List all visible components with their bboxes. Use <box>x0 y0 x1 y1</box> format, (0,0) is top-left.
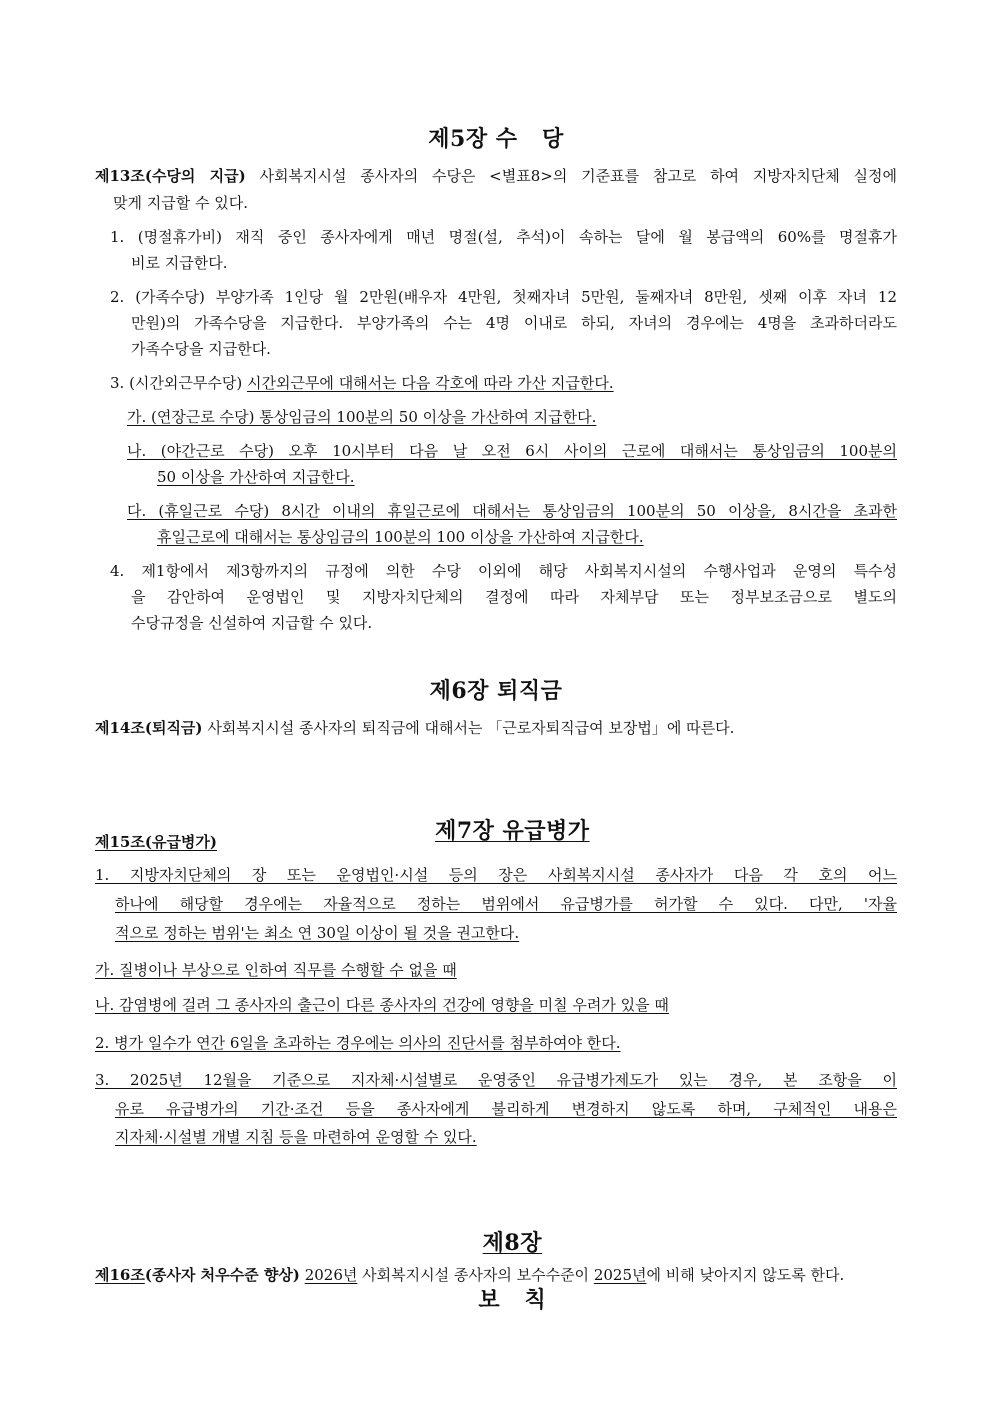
article-16-line <box>95 1265 844 1285</box>
art13-item-3-na-line-1: 나. (야간근로 수당) 오후 10시부터 다음 날 오전 6시 사이의 근로에 대해서는 통상임금의 100분의 <box>127 442 897 460</box>
art13-item-3-da-line-1: 다. (휴일근로 수당) 8시간 이내의 휴일근로에 대해서는 통상임금의 100분의 50 이상을, 8시간을 초과한 <box>127 502 897 520</box>
chapter-6-title: 제6장 퇴직금 <box>429 678 563 704</box>
article-14-line <box>95 718 734 738</box>
art13-item-3-line <box>110 373 614 393</box>
article-14-heading: 제14조(퇴직금) <box>95 719 203 737</box>
art13-item-4-line-1: 4. 제1항에서 제3항까지의 규정에 의한 수당 이외에 해당 사회복지시설의 수행사업과 운영의 특수성 <box>110 562 897 580</box>
article-16-year-2: 2025년 <box>593 1266 647 1284</box>
chapter-7-title-wrap <box>0 788 992 871</box>
article-16-year-1: 2026년 <box>304 1266 358 1284</box>
art15-item-3-line-1: 3. 2025년 12월을 기준으로 지자체·시설별로 운영중인 유급병가제도가 있는 경우, 본 조항을 이 <box>95 1071 897 1089</box>
chapter-8-title-name: 보 칙 <box>478 1287 547 1313</box>
article-16-text-mid: 사회복지시설 종사자의 보수수준이 <box>362 1266 590 1284</box>
chapter-5-title: 제5장 수 당 <box>428 126 564 152</box>
chapter-8-title-number: 제8장 <box>482 1230 542 1256</box>
article-16-text-end: 에 비해 낮아지지 않도록 한다. <box>646 1266 845 1284</box>
article-13-text-1: 사회복지시설 종사자의 수당은 <별표8>의 기준표를 참고로 하여 지방자치단체 실정에 <box>259 167 897 185</box>
chapter-7-title: 제7장 유급병가 <box>435 818 590 844</box>
article-16-heading-title: (종사자 처우수준 향상) <box>144 1266 300 1284</box>
art13-item-3-da-line-2: 휴일근로에 대해서는 통상임금의 100분의 100 이상을 가산하여 지급한다. <box>157 528 644 546</box>
art15-item-1-line-1: 1. 지방자치단체의 장 또는 운영법인·시설 등의 장은 사회복지시설 종사자가 다음 각 호의 어느 <box>95 866 897 884</box>
art13-item-1-line-1: 1. (명절휴가비) 재직 중인 종사자에게 매년 명절(설, 추석)이 속하는 달에 월 봉급액의 60%를 명절휴가 <box>110 228 897 246</box>
article-13-line-1 <box>95 166 897 186</box>
art13-item-2-line-1: 2. (가족수당) 부양가족 1인당 월 2만원(배우자 4만원, 첫째자녀 5만원, 둘째자녀 8만원, 셋째 이후 자녀 12 <box>110 288 897 306</box>
art13-item-4-line-2: 을 감안하여 운영법인 및 지방자치단체의 결정에 따라 자체부담 또는 정부보조금으로 별도의 <box>131 588 897 606</box>
art15-item-3-line-2: 유로 유급병가의 기간·조건 등을 종사자에게 불리하게 변경하지 않도록 하며, 구체적인 내용은 <box>115 1100 897 1118</box>
art15-item-3-line-3: 지자체·시설별 개별 지침 등을 마련하여 운영할 수 있다. <box>115 1128 477 1146</box>
art13-item-4-line-3: 수당규정을 신설하여 지급할 수 있다. <box>131 614 373 632</box>
art13-item-3-na-line-2: 50 이상을 가산하여 지급한다. <box>157 468 355 486</box>
art13-item-3-ga: 가. (연장근로 수당) 통상임금의 100분의 50 이상을 가산하여 지급한다. <box>127 408 597 426</box>
art13-item-2-line-2: 만원)의 가족수당을 지급한다. 부양가족의 수는 4명 이내로 하되, 자녀의 경우에는 4명을 초과하더라도 <box>131 314 897 332</box>
article-15-heading: 제15조(유급병가) <box>95 833 218 851</box>
article-14-text: 사회복지시설 종사자의 퇴직금에 대해서는 「근로자퇴직급여 보장법」에 따른다. <box>207 719 735 737</box>
art15-item-1-ga: 가. 질병이나 부상으로 인하여 직무를 수행할 수 없을 때 <box>95 961 457 979</box>
art13-item-1-line-2: 비로 지급한다. <box>131 254 228 272</box>
art13-item-3-prefix: 3. (시간외근무수당) <box>110 374 247 392</box>
art15-item-2: 2. 병가 일수가 연간 6일을 초과하는 경우에는 의사의 진단서를 첨부하여야 한다. <box>95 1034 621 1052</box>
art15-item-1-na: 나. 감염병에 걸려 그 종사자의 출근이 다른 종사자의 건강에 영향을 미칠 우려가 있을 때 <box>95 996 669 1014</box>
article-13-heading: 제13조(수당의 지급) <box>95 167 246 185</box>
art13-item-3-text: 시간외근무에 대해서는 다음 각호에 따라 가산 지급한다. <box>246 374 614 392</box>
art13-item-2-line-3: 가족수당을 지급한다. <box>131 340 271 358</box>
art15-item-1-line-2: 하나에 해당할 경우에는 자율적으로 정하는 범위에서 유급병가를 허가할 수 있다. 다만, '자율 <box>115 895 897 913</box>
art15-item-1-line-3: 적으로 정하는 범위'는 최소 연 30일 이상이 될 것을 권고한다. <box>115 924 520 942</box>
article-13-line-2: 맞게 지급할 수 있다. <box>113 194 248 212</box>
article-16-heading-number: 제16조 <box>95 1266 145 1284</box>
